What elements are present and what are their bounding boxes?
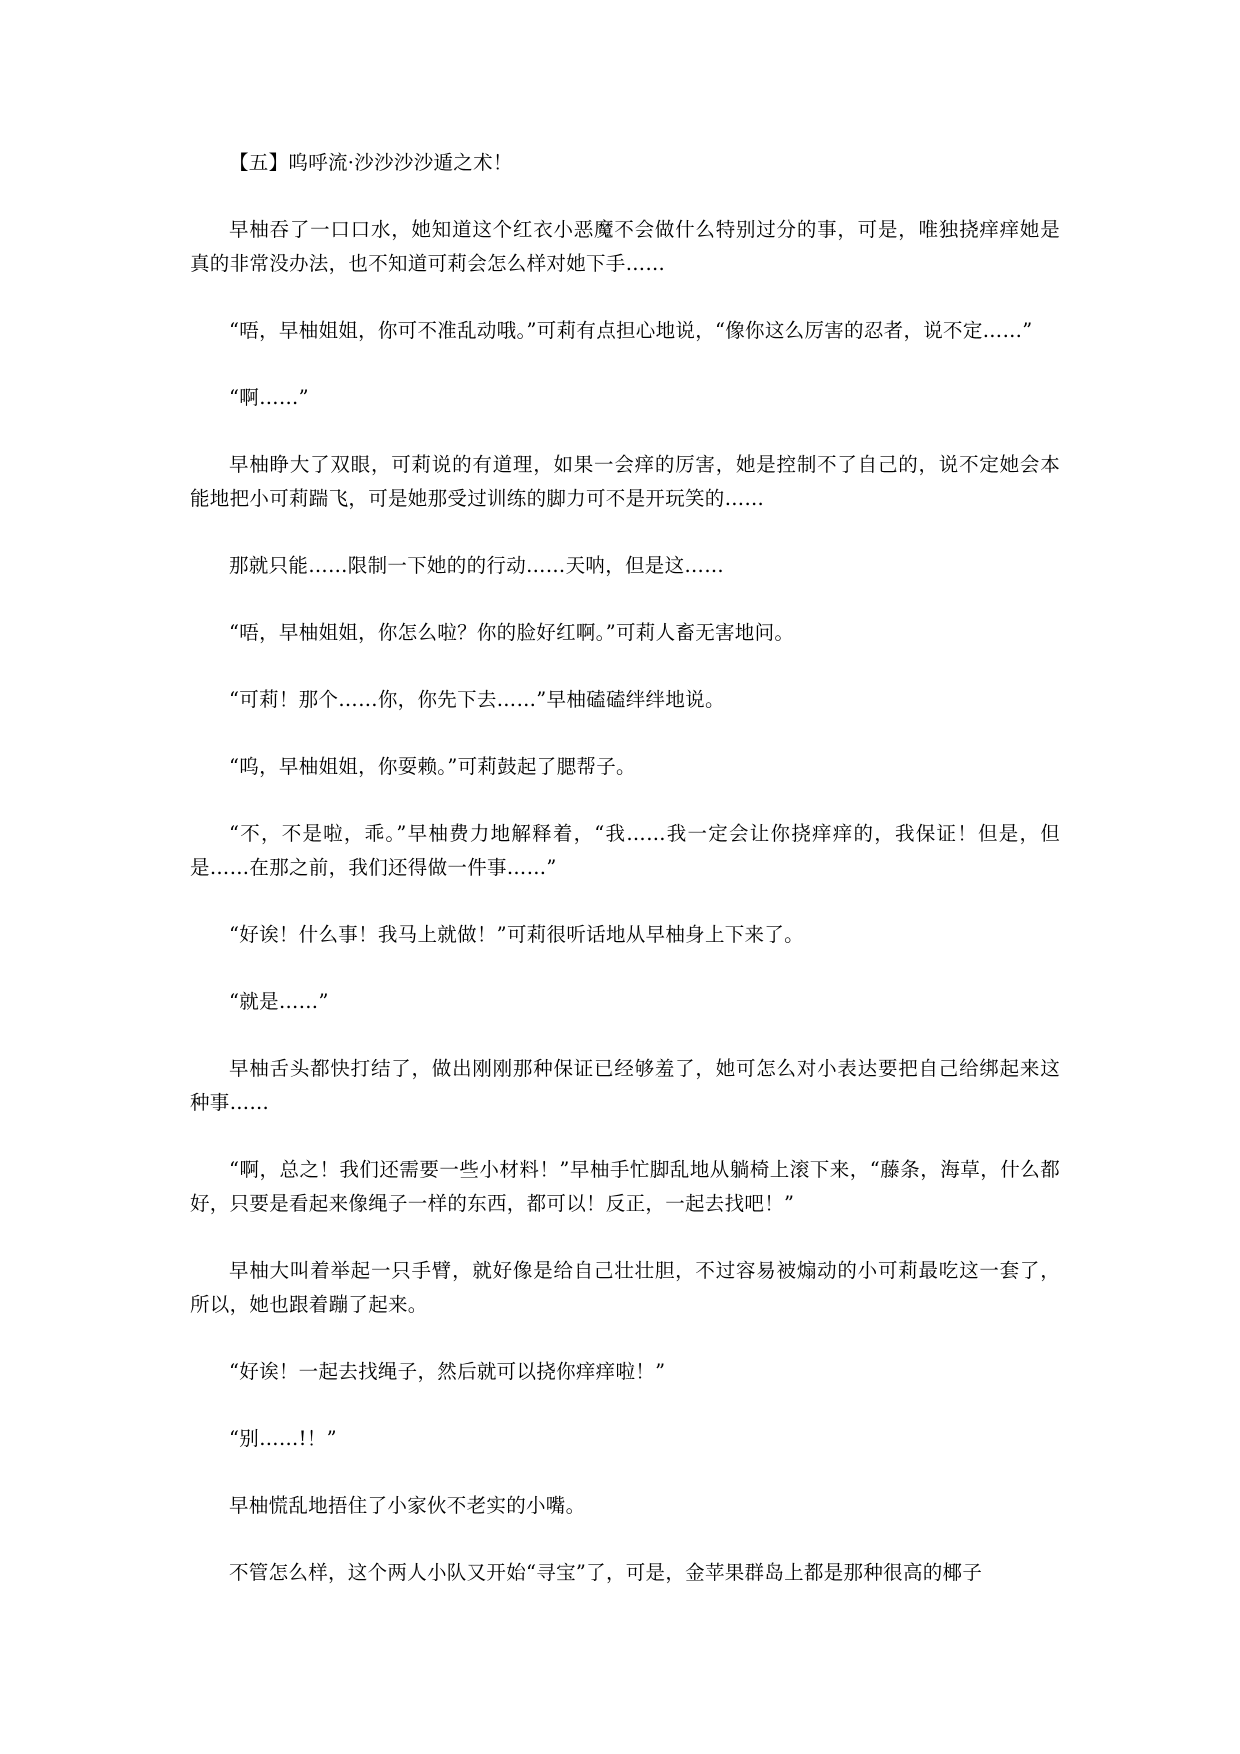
paragraph: 早柚慌乱地捂住了小家伙不老实的小嘴。 bbox=[229, 1494, 586, 1517]
paragraph: “不，不是啦，乖。”早柚费力地解释着，“我……我一定会让你挠痒痒的，我保证！但是，但是……在那之前，我们还得做一件事……” bbox=[190, 822, 1060, 879]
paragraph: 不管怎么样，这个两人小队又开始“寻宝”了，可是，金苹果群岛上都是那种很高的椰子 bbox=[229, 1561, 983, 1584]
paragraph: “呜，早柚姐姐，你耍赖。”可莉鼓起了腮帮子。 bbox=[229, 755, 636, 778]
paragraph: 早柚睁大了双眼，可莉说的有道理，如果一会痒的厉害，她是控制不了自己的，说不定她会本能地把小可莉踹飞，可是她那受过训练的脚力可不是开玩笑的…… bbox=[190, 453, 1060, 510]
paragraph: “唔，早柚姐姐，你怎么啦？你的脸好红啊。”可莉人畜无害地问。 bbox=[229, 621, 795, 644]
chapter-title: 【五】呜呼流·沙沙沙沙遁之术！ bbox=[229, 151, 513, 174]
paragraph: “好诶！什么事！我马上就做！”可莉很听话地从早柚身上下来了。 bbox=[229, 923, 804, 946]
paragraph: 早柚吞了一口口水，她知道这个红衣小恶魔不会做什么特别过分的事，可是，唯独挠痒痒她是真的非常没办法，也不知道可莉会怎么样对她下手…… bbox=[190, 218, 1060, 275]
paragraph: “就是……” bbox=[229, 990, 329, 1013]
paragraph: “可莉！那个……你，你先下去……”早柚磕磕绊绊地说。 bbox=[229, 688, 725, 711]
paragraph: “好诶！一起去找绳子，然后就可以挠你痒痒啦！” bbox=[229, 1360, 666, 1383]
document-body bbox=[190, 146, 1060, 1623]
paragraph: 早柚舌头都快打结了，做出刚刚那种保证已经够羞了，她可怎么对小表达要把自己给绑起来这种事…… bbox=[190, 1057, 1060, 1114]
paragraph: “唔，早柚姐姐，你可不准乱动哦。”可莉有点担心地说，“像你这么厉害的忍者，说不定……” bbox=[229, 319, 1033, 342]
paragraph: 早柚大叫着举起一只手臂，就好像是给自己壮壮胆，不过容易被煽动的小可莉最吃这一套了，所以，她也跟着蹦了起来。 bbox=[190, 1259, 1060, 1316]
paragraph: 那就只能……限制一下她的的行动……天呐，但是这…… bbox=[229, 554, 724, 577]
paragraph: “啊，总之！我们还需要一些小材料！”早柚手忙脚乱地从躺椅上滚下来，“藤条，海草，什么都好，只要是看起来像绳子一样的东西，都可以！反正，一起去找吧！” bbox=[190, 1158, 1060, 1215]
paragraph: “别……!！” bbox=[229, 1427, 337, 1450]
paragraph: “啊……” bbox=[229, 386, 309, 409]
